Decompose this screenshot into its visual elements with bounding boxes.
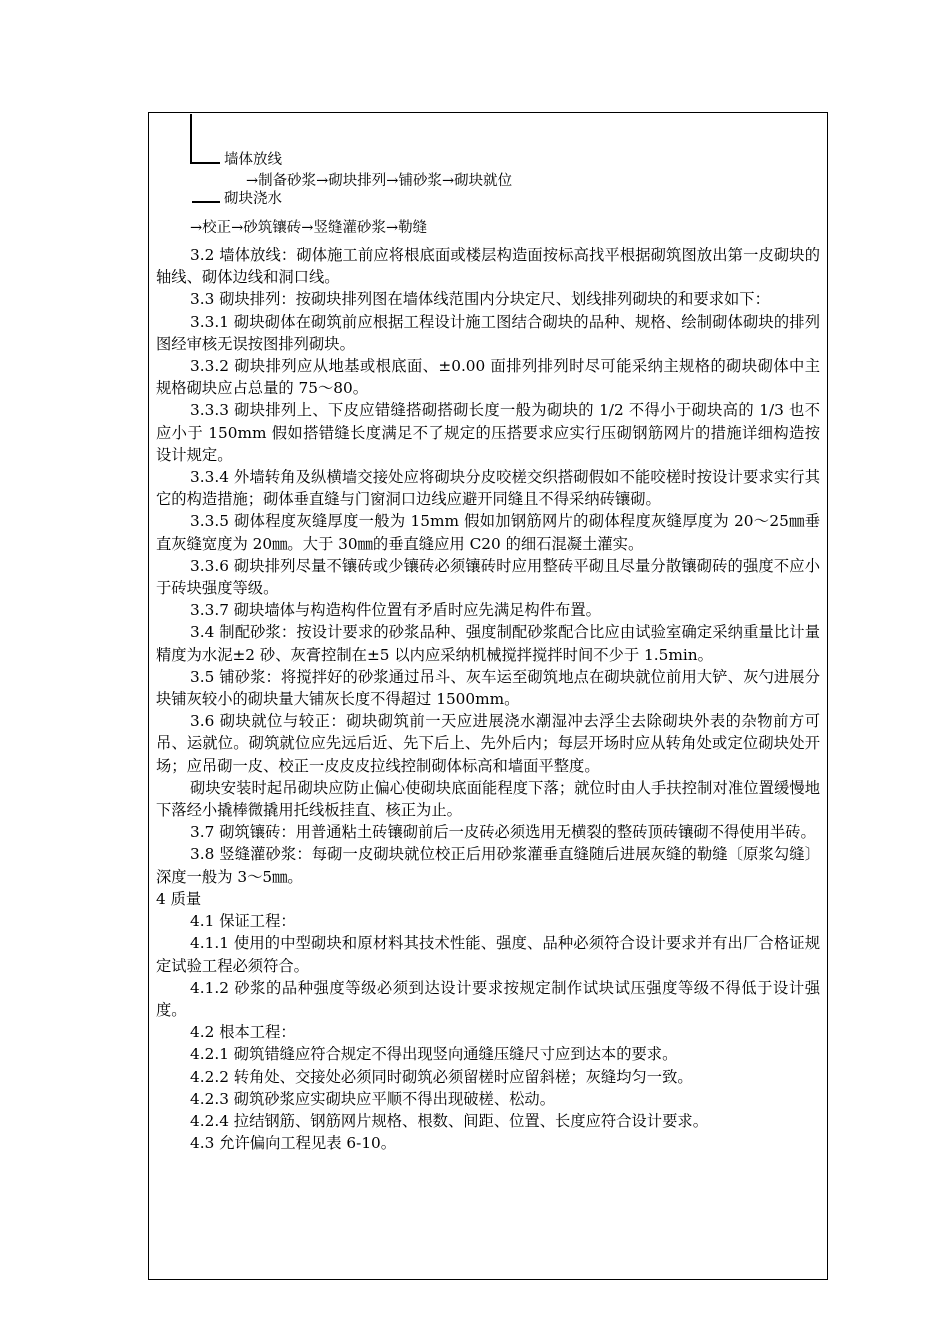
paragraph: 3.3 砌块排列：按砌块排列图在墙体线范围内分块定尺、划线排列砌块的和要求如下：: [190, 290, 770, 309]
flow-step-block-watering: 砌块浇水: [224, 191, 282, 207]
paragraph: 4.1.1 使用的中型砌块和原材料其技术性能、强度、品种必须符合设计要求并有出厂合格证规定试验工程必须符合。: [156, 934, 820, 975]
flow-step-wall-layout: 墙体放线: [224, 152, 282, 168]
flow-step-sequence-1: →制备砂浆→砌块排列→铺砂浆→砌块就位: [246, 173, 513, 189]
paragraph: 3.5 铺砂浆：将搅拌好的砂浆通过吊斗、灰车运至砌筑地点在砌块就位前用大铲、灰勺进展分块铺灰较小的砌块量大铺灰长度不得超过 1500mm。: [156, 667, 820, 709]
paragraph: 3.8 竖缝灌砂浆：每砌一皮砌块就位校正后用砂浆灌垂直缝随后进展灰缝的勒缝〔原浆勾缝〕深度一般为 3～5㎜。: [156, 845, 820, 886]
process-flow-diagram: [190, 114, 810, 244]
paragraph: 3.3.2 砌块排列应从地基或根底面、±0.00 面排列排列时尽可能采纳主规格的砌块砌体中主规格砌块应占总量的 75～80。: [156, 357, 820, 398]
paragraph: 4.2 根本工程：: [190, 1023, 296, 1042]
paragraph: 3.7 砌筑镶砖：用普通粘土砖镶砌前后一皮砖必须选用无横裂的整砖顶砖镶砌不得使用半砖。: [190, 823, 816, 842]
paragraph: 4.2.2 转角处、交接处必须同时砌筑必须留槎时应留斜槎；灰缝均匀一致。: [190, 1067, 693, 1086]
paragraph: 4.2.4 拉结钢筋、钢筋网片规格、根数、间距、位置、长度应符合设计要求。: [190, 1111, 708, 1130]
paragraph: 3.3.7 砌块墙体与构造构件位置有矛盾时应先满足构件布置。: [190, 601, 601, 620]
paragraph: 3.3.5 砌体程度灰缝厚度一般为 15mm 假如加钢筋网片的砌体程度灰缝厚度为 20～25㎜垂直灰缝宽度为 20㎜。大于 30㎜的垂直缝应用 C20 的细石混凝土灌实。: [156, 512, 820, 553]
paragraph: 3.3.4 外墙转角及纵横墙交接处应将砌块分皮咬槎交织搭砌假如不能咬槎时按设计要求实行其它的构造措施；砌体垂直缝与门窗洞口边线应避开同缝且不得采纳砖镶砌。: [156, 468, 820, 509]
paragraph: 3.3.1 砌块砌体在砌筑前应根据工程设计施工图结合砌块的品种、规格、绘制砌体砌块的排列图经审核无误按图排列砌块。: [156, 312, 820, 353]
section-heading: 4 质量: [156, 889, 202, 908]
paragraph: 砌块安装时起吊砌块应防止偏心使砌块底面能程度下落；就位时由人手扶控制对准位置缓慢地下落经小撬棒微撬用托线板挂直、核正为止。: [156, 778, 820, 820]
flow-connector: [192, 201, 220, 203]
flow-connector: [192, 162, 220, 164]
paragraph: 4.1 保证工程：: [190, 912, 296, 931]
flow-bracket-line: [190, 114, 192, 164]
paragraph: 4.3 允许偏向工程见表 6-10。: [190, 1134, 397, 1153]
paragraph: 3.3.3 砌块排列上、下皮应错缝搭砌搭砌长度一般为砌块的 1/2 不得小于砌块高的 1/3 也不应小于 150mm 假如搭错缝长度满足不了规定的压搭要求应实行压砌钢筋网片的措施详细构造按设计规定。: [156, 401, 820, 464]
paragraph: 3.6 砌块就位与较正：砌块砌筑前一天应进展浇水潮湿冲去浮尘去除砌块外表的杂物前方可吊、运就位。砌筑就位应先远后近、先下后上、先外后内；每层开场时应从转角处或定位砌块处开场；应吊砌一皮、校正一皮皮皮拉线控制砌体标高和墙面平整度。: [156, 712, 820, 775]
paragraph: 3.4 制配砂浆：按设计要求的砂浆品种、强度制配砂浆配合比应由试验室确定采纳重量比计量精度为水泥±2 砂、灰膏控制在±5 以内应采纳机械搅拌搅拌时间不少于 1.5min。: [156, 623, 820, 664]
paragraph: 4.2.1 砌筑错缝应符合规定不得出现竖向通缝压缝尺寸应到达本的要求。: [190, 1045, 678, 1064]
flow-step-sequence-2: →校正→砂筑镶砖→竖缝灌砂浆→勒缝: [190, 220, 428, 236]
paragraph: 4.2.3 砌筑砂浆应实砌块应平顺不得出现破槎、松动。: [190, 1089, 556, 1108]
paragraph: 3.3.6 砌块排列尽量不镶砖或少镶砖必须镶砖时应用整砖平砌且尽量分散镶砌砖的强度不应小于砖块强度等级。: [156, 556, 820, 598]
paragraph: 4.1.2 砂浆的品种强度等级必须到达设计要求按规定制作试块试压强度等级不得低于设计强度。: [156, 978, 820, 1019]
document-body: [156, 244, 820, 1154]
paragraph: 3.2 墙体放线：砌体施工前应将根底面或楼层构造面按标高找平根据砌筑图放出第一皮砌块的轴线、砌体边线和洞口线。: [156, 246, 820, 287]
